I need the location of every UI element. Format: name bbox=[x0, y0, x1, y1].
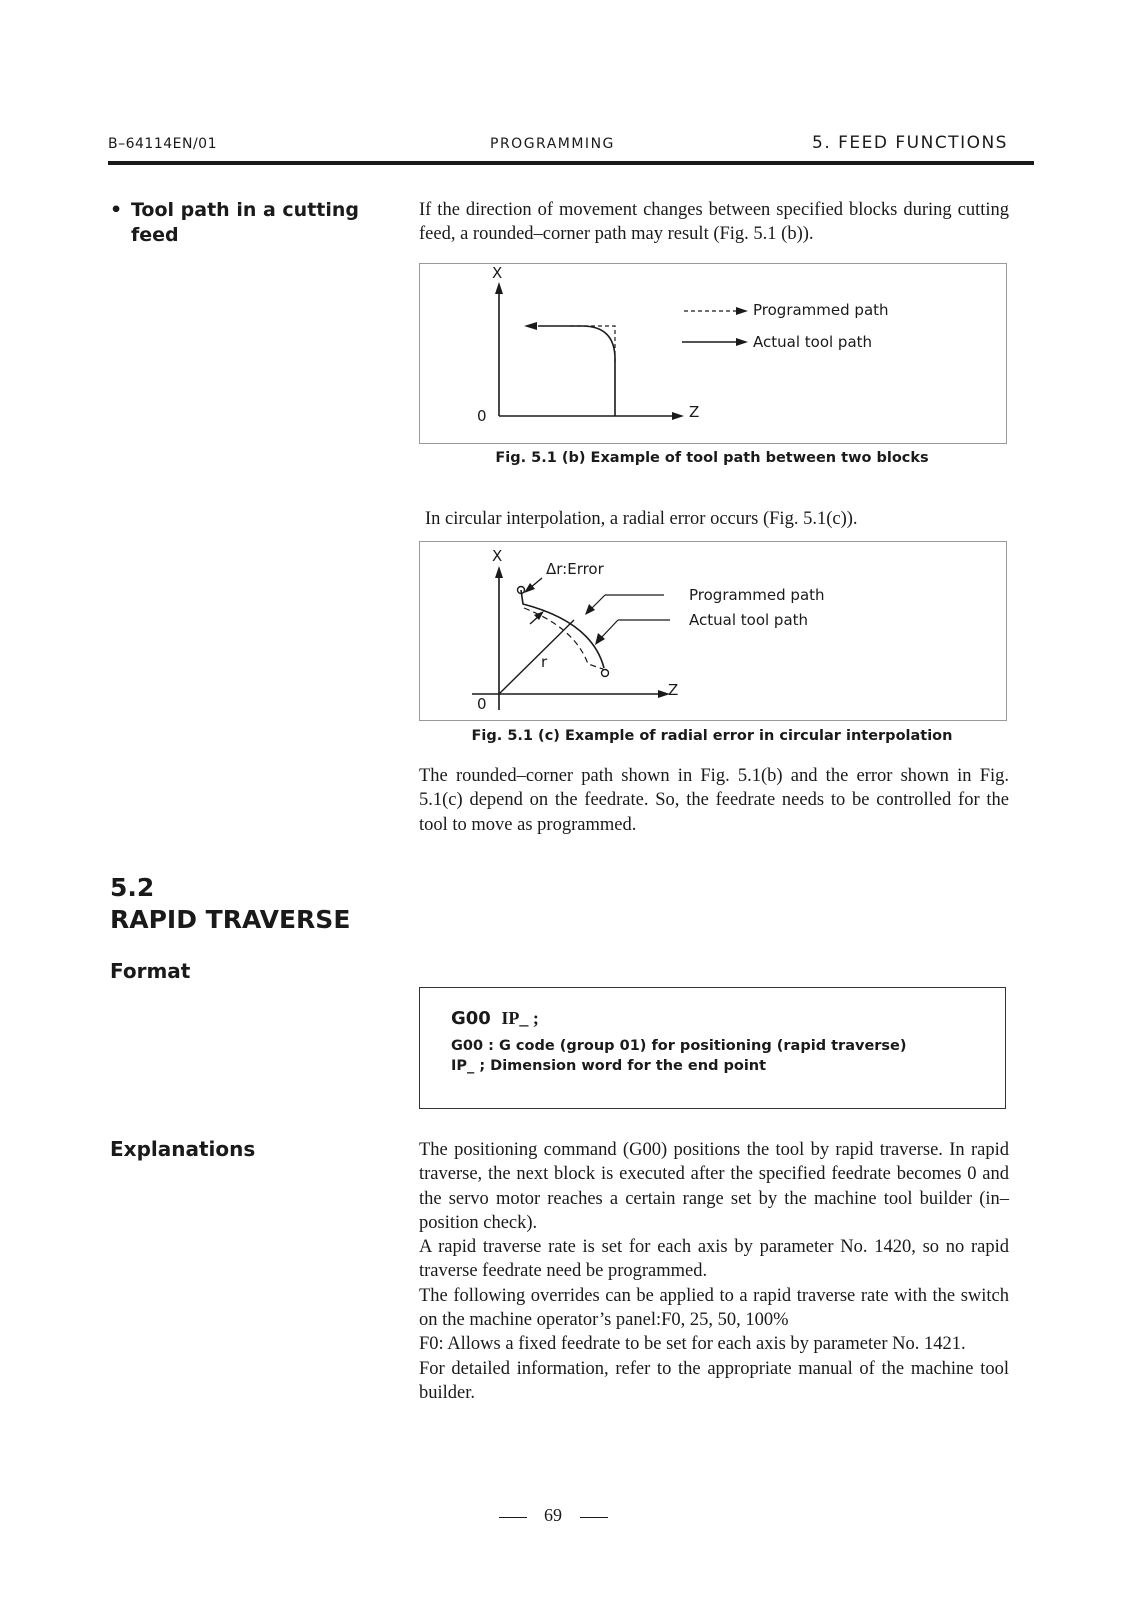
fig-b-axis-z-label: Z bbox=[689, 403, 700, 421]
page-number: 69 bbox=[544, 1505, 562, 1525]
legend-b-solid-arrow-icon bbox=[736, 338, 748, 346]
explanation-paragraph: F0: Allows a fixed feedrate to be set for each axis by parameter No. 1421. bbox=[419, 1334, 966, 1355]
figure-b-box bbox=[419, 263, 1007, 444]
footer-dash-left bbox=[499, 1517, 527, 1518]
format-code-ip: IP_ ; bbox=[501, 1008, 539, 1028]
explanation-paragraph: For detailed information, refer to the appropriate manual of the machine tool builder. bbox=[419, 1358, 1009, 1403]
fig-c-actual-arc bbox=[524, 608, 603, 669]
header-section: 5. FEED FUNCTIONS bbox=[812, 133, 1008, 153]
format-heading: Format bbox=[110, 959, 191, 983]
fig-c-legend-programmed: Programmed path bbox=[689, 586, 825, 604]
format-desc-ip: IP_ ; Dimension word for the end point bbox=[451, 1058, 767, 1074]
fig-b-x-arrow-icon bbox=[495, 282, 503, 294]
explanation-paragraph: A rapid traverse rate is set for each axis by parameter No. 1420, so no rapid traverse feedrate need be programmed. bbox=[419, 1237, 1009, 1282]
fig-b-axis-x-label: X bbox=[492, 264, 503, 282]
fig-c-end-point bbox=[602, 670, 609, 677]
legend-b-dashed-arrow-icon bbox=[736, 307, 748, 315]
fig-c-caption: Fig. 5.1 (c) Example of radial error in circular interpolation bbox=[471, 728, 953, 744]
bullet-icon: • bbox=[110, 199, 123, 221]
fig-b-legend-programmed: Programmed path bbox=[753, 301, 889, 319]
figure-c-box bbox=[419, 541, 1007, 721]
format-desc-g00: G00 : G code (group 01) for positioning (rapid traverse) bbox=[451, 1038, 907, 1054]
fig-b-programmed-path bbox=[570, 326, 615, 364]
fig-c-x-arrow-icon bbox=[495, 566, 503, 578]
fig-c-origin-label: 0 bbox=[477, 695, 487, 713]
fig-c-leader-programmed-arrow-icon bbox=[585, 604, 595, 615]
format-code-g00: G00 bbox=[451, 1008, 491, 1029]
explanations-heading: Explanations bbox=[110, 1137, 256, 1161]
fig-b-caption: Fig. 5.1 (b) Example of tool path between two blocks bbox=[495, 450, 929, 466]
section-heading bbox=[110, 872, 350, 936]
fig-c-radius-line bbox=[499, 620, 574, 694]
fig-b-actual-path bbox=[538, 326, 615, 416]
feedrate-paragraph: The rounded–corner path shown in Fig. 5.1(b) and the error shown in Fig. 5.1(c) depend on the feedrate. So, the feedrate needs to be controlled for the tool to move as programmed. bbox=[419, 766, 1009, 835]
fig-b-legend-actual: Actual tool path bbox=[753, 333, 873, 351]
explanation-paragraph: The following overrides can be applied to a rapid traverse rate with the switch on the machine operator’s panel:F0, 25, 50, 100% bbox=[419, 1285, 1009, 1331]
fig-c-radius-label: r bbox=[541, 653, 548, 671]
explanation-paragraph: The positioning command (G00) positions the tool by rapid traverse. In rapid traverse, the next block is executed after the specified feedrate becomes 0 and the servo motor reaches a certain range set by the machine tool builder (in–position check). bbox=[419, 1140, 1009, 1233]
section-title: RAPID TRAVERSE bbox=[110, 905, 351, 934]
format-code-line bbox=[451, 1008, 539, 1029]
fig-c-axis-z-label: Z bbox=[668, 681, 679, 699]
figure-b-diagram bbox=[420, 264, 1006, 443]
tool-path-heading-line1: Tool path in a cutting bbox=[131, 199, 359, 221]
circular-interpolation-text: In circular interpolation, a radial error occurs (Fig. 5.1(c)). bbox=[425, 509, 858, 529]
section-number: 5.2 bbox=[110, 873, 155, 902]
header-rule bbox=[108, 161, 1034, 165]
footer-dash-right bbox=[580, 1517, 608, 1518]
fig-c-error-label: Δr:Error bbox=[546, 560, 604, 578]
tool-path-paragraph: If the direction of movement changes between specified blocks during cutting feed, a rounded–corner path may result (Fig. 5.1 (b)). bbox=[419, 200, 1009, 245]
fig-b-origin-label: 0 bbox=[477, 407, 487, 425]
fig-b-actual-arrow-icon bbox=[524, 322, 537, 330]
figure-c-diagram bbox=[420, 542, 1006, 720]
tool-path-heading-line2: feed bbox=[131, 224, 179, 246]
fig-c-legend-actual: Actual tool path bbox=[689, 611, 809, 629]
tool-path-heading bbox=[131, 198, 381, 248]
header-center-title: PROGRAMMING bbox=[490, 136, 615, 152]
fig-c-axis-x-label: X bbox=[492, 547, 503, 565]
header-doc-id: B–64114EN/01 bbox=[108, 136, 217, 152]
format-box bbox=[419, 987, 1006, 1109]
fig-b-z-arrow-icon bbox=[672, 412, 684, 420]
explanations-body bbox=[419, 1138, 1009, 1405]
